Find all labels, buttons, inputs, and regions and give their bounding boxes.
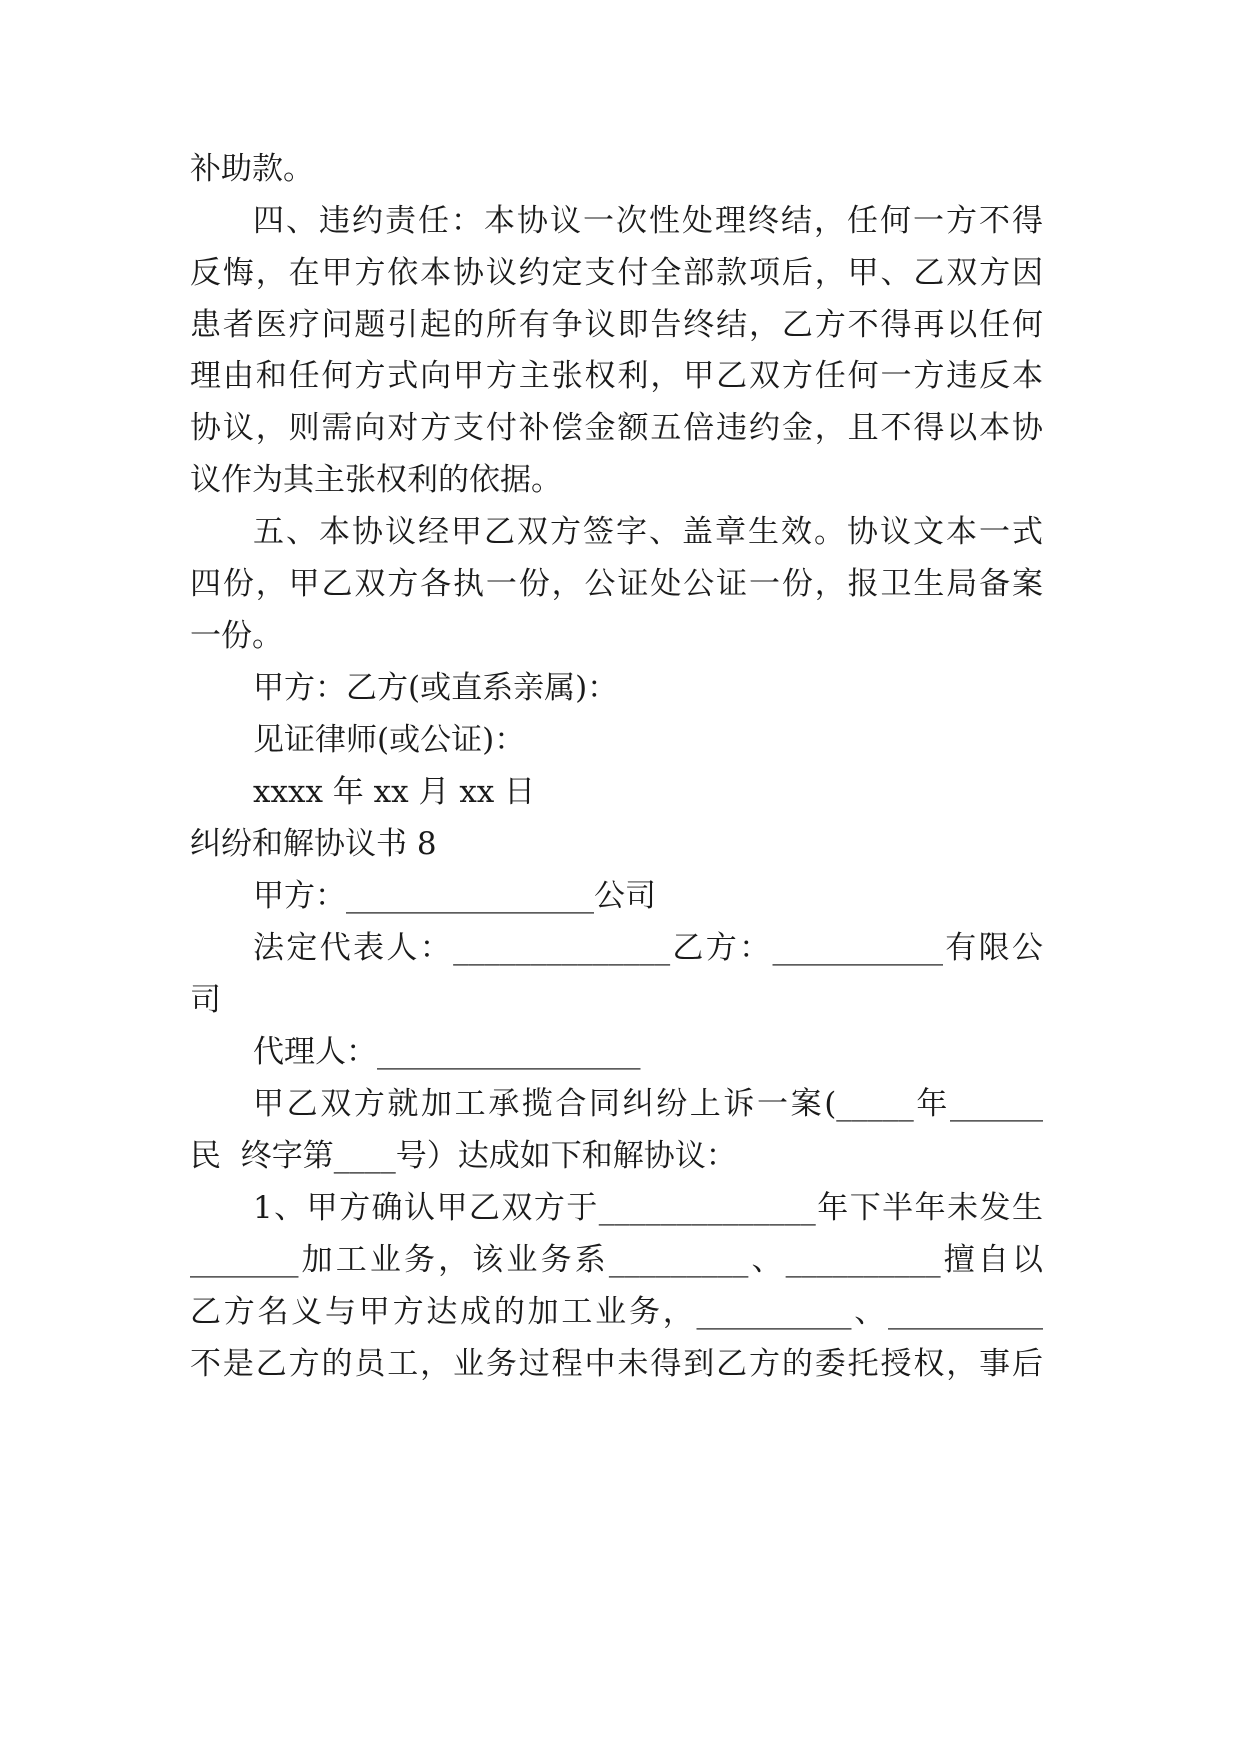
text-line: 代理人：_________________: [253, 1034, 641, 1070]
text-line: 甲乙双方就加工承揽合同纠纷上诉一案(_____年______: [253, 1086, 1043, 1122]
text-line: 理由和任何方式向甲方主张权利，甲乙双方任何一方违反本: [190, 358, 1043, 394]
witness-line: 见证律师(或公证)：: [253, 722, 526, 758]
text-line: 协议，则需向对方支付补偿金额五倍违约金，且不得以本协: [190, 410, 1043, 446]
text-line: _______加工业务，该业务系_________、__________擅自以: [190, 1242, 1043, 1278]
text-line: 民 终字第____号）达成如下和解协议：: [190, 1138, 737, 1174]
text-line: 甲方：________________公司: [253, 878, 656, 914]
text-line: 患者医疗问题引起的所有争议即告终结，乙方不得再以任何: [190, 307, 1043, 343]
text-line: 五、本协议经甲乙双方签字、盖章生效。协议文本一式: [253, 514, 1043, 550]
text-line: 乙方名义与甲方达成的加工业务，__________、__________: [190, 1294, 1043, 1330]
text-line: 议作为其主张权利的依据。: [190, 462, 562, 498]
section-title: 纠纷和解协议书 8: [190, 826, 437, 862]
text-line: 1、甲方确认甲乙双方于______________年下半年未发生: [253, 1190, 1043, 1226]
text-line: 不是乙方的员工，业务过程中未得到乙方的委托授权，事后: [190, 1346, 1043, 1382]
signature-party-line: 甲方：乙方(或直系亲属)：: [253, 670, 619, 706]
text-line: 四份，甲乙双方各执一份，公证处公证一份，报卫生局备案: [190, 566, 1043, 602]
text-line: 司: [190, 982, 221, 1018]
text-line: 补助款。: [190, 151, 314, 187]
text-line: 反悔，在甲方依本协议约定支付全部款项后，甲、乙双方因: [190, 255, 1043, 291]
text-line: 法定代表人：______________乙方：___________有限公: [253, 930, 1043, 966]
date-line: xxxx 年 xx 月 xx 日: [253, 774, 536, 810]
text-line: 一份。: [190, 618, 283, 654]
text-line: 四、违约责任：本协议一次性处理终结，任何一方不得: [253, 203, 1043, 239]
